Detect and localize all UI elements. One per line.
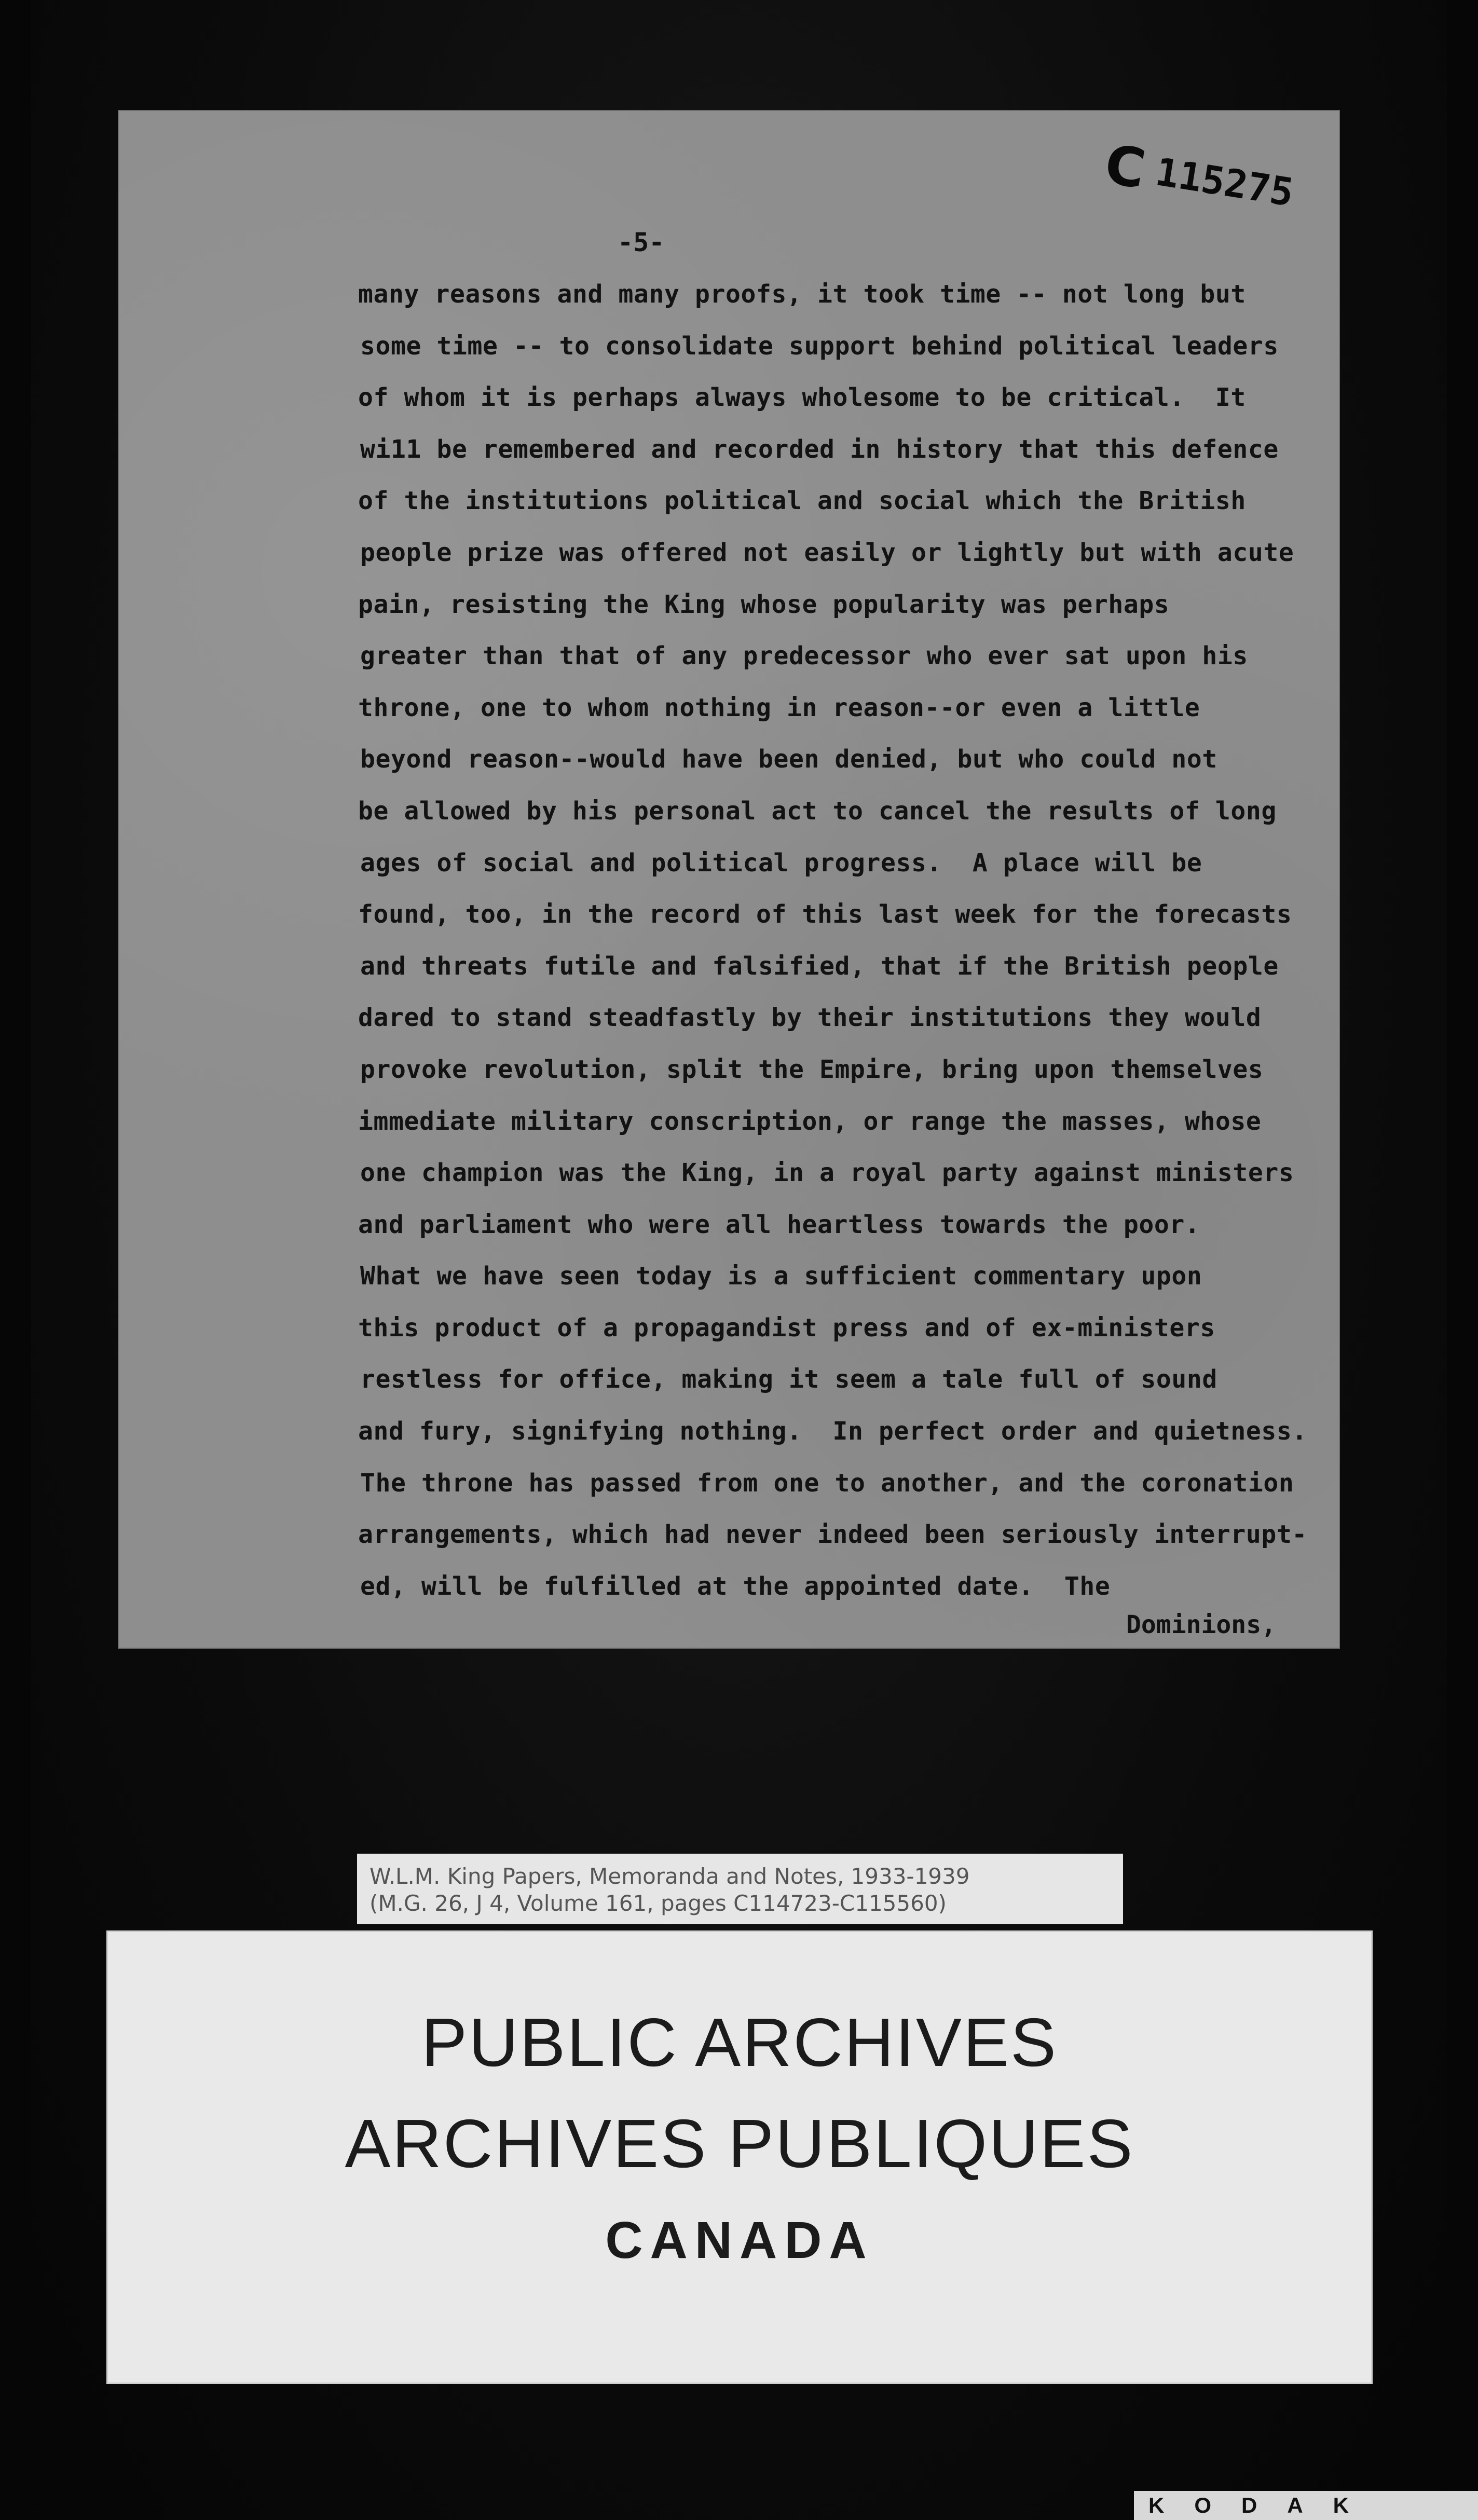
typed-line: wi11 be remembered and recorded in history that this defence bbox=[360, 434, 1279, 464]
film-edge-right bbox=[1447, 0, 1478, 2520]
archives-title-english: PUBLIC ARCHIVES bbox=[421, 2004, 1058, 2080]
typed-line: of whom it is perhaps always wholesome to be critical. It bbox=[358, 383, 1246, 413]
typed-line: What we have seen today is a sufficient commentary upon bbox=[360, 1262, 1202, 1291]
typed-line: greater than that of any predecessor who ever sat upon his bbox=[360, 641, 1248, 671]
typed-line: this product of a propagandist press and of ex-ministers bbox=[358, 1313, 1215, 1343]
archives-country: CANADA bbox=[605, 2211, 874, 2269]
typed-line: some time -- to consolidate support behind political leaders bbox=[360, 331, 1279, 361]
typed-line: found, too, in the record of this last week for the forecasts bbox=[358, 900, 1292, 929]
typed-line: many reasons and many proofs, it took time -- not long but bbox=[358, 280, 1246, 309]
typed-line: arrangements, which had never indeed been seriously interrupt- bbox=[358, 1520, 1307, 1550]
film-edge-left bbox=[0, 0, 31, 2520]
typed-line: beyond reason--would have been denied, but who could not bbox=[360, 745, 1217, 774]
citation-line-2: (M.G. 26, J 4, Volume 161, pages C114723-C115560) bbox=[370, 1891, 947, 1916]
catch-word: Dominions, bbox=[1126, 1610, 1276, 1639]
typed-line: ages of social and political progress. A place will be bbox=[360, 848, 1202, 878]
typed-line: of the institutions political and social which the British bbox=[358, 486, 1246, 516]
citation-slip bbox=[357, 1854, 1123, 1924]
typed-line: restless for office, making it seem a tale full of sound bbox=[360, 1365, 1217, 1394]
typed-line: pain, resisting the King whose popularity was perhaps bbox=[358, 590, 1170, 619]
typed-line: dared to stand steadfastly by their institutions they would bbox=[358, 1003, 1262, 1033]
archives-card bbox=[106, 1930, 1373, 2384]
typed-line: one champion was the King, in a royal party against ministers bbox=[360, 1158, 1294, 1188]
typed-line: be allowed by his personal act to cancel the results of long bbox=[358, 796, 1277, 826]
archives-title-french: ARCHIVES PUBLIQUES bbox=[345, 2105, 1134, 2182]
typed-line: immediate military conscription, or range the masses, whose bbox=[358, 1106, 1262, 1136]
typed-line: and parliament who were all heartless towards the poor. bbox=[358, 1210, 1200, 1239]
typed-line: provoke revolution, split the Empire, bring upon themselves bbox=[360, 1054, 1264, 1084]
kodak-film-mark: KODAK bbox=[1134, 2491, 1478, 2520]
typed-line: and fury, signifying nothing. In perfect order and quietness. bbox=[358, 1417, 1307, 1446]
typed-line: people prize was offered not easily or lightly but with acute bbox=[360, 538, 1294, 567]
accession-prefix: C bbox=[1100, 132, 1150, 201]
accession-number: 115275 bbox=[1152, 149, 1297, 215]
citation-line-1: W.L.M. King Papers, Memoranda and Notes, 1933-1939 bbox=[370, 1864, 970, 1889]
typed-line: ed, will be fulfilled at the appointed date. The bbox=[360, 1571, 1111, 1601]
typed-line: and threats futile and falsified, that if the British people bbox=[360, 951, 1279, 981]
typed-line: The throne has passed from one to another, and the coronation bbox=[360, 1468, 1294, 1498]
typed-text-body bbox=[358, 279, 1307, 1622]
typed-line: throne, one to whom nothing in reason--or even a little bbox=[358, 693, 1200, 722]
page-number: -5- bbox=[618, 227, 665, 257]
